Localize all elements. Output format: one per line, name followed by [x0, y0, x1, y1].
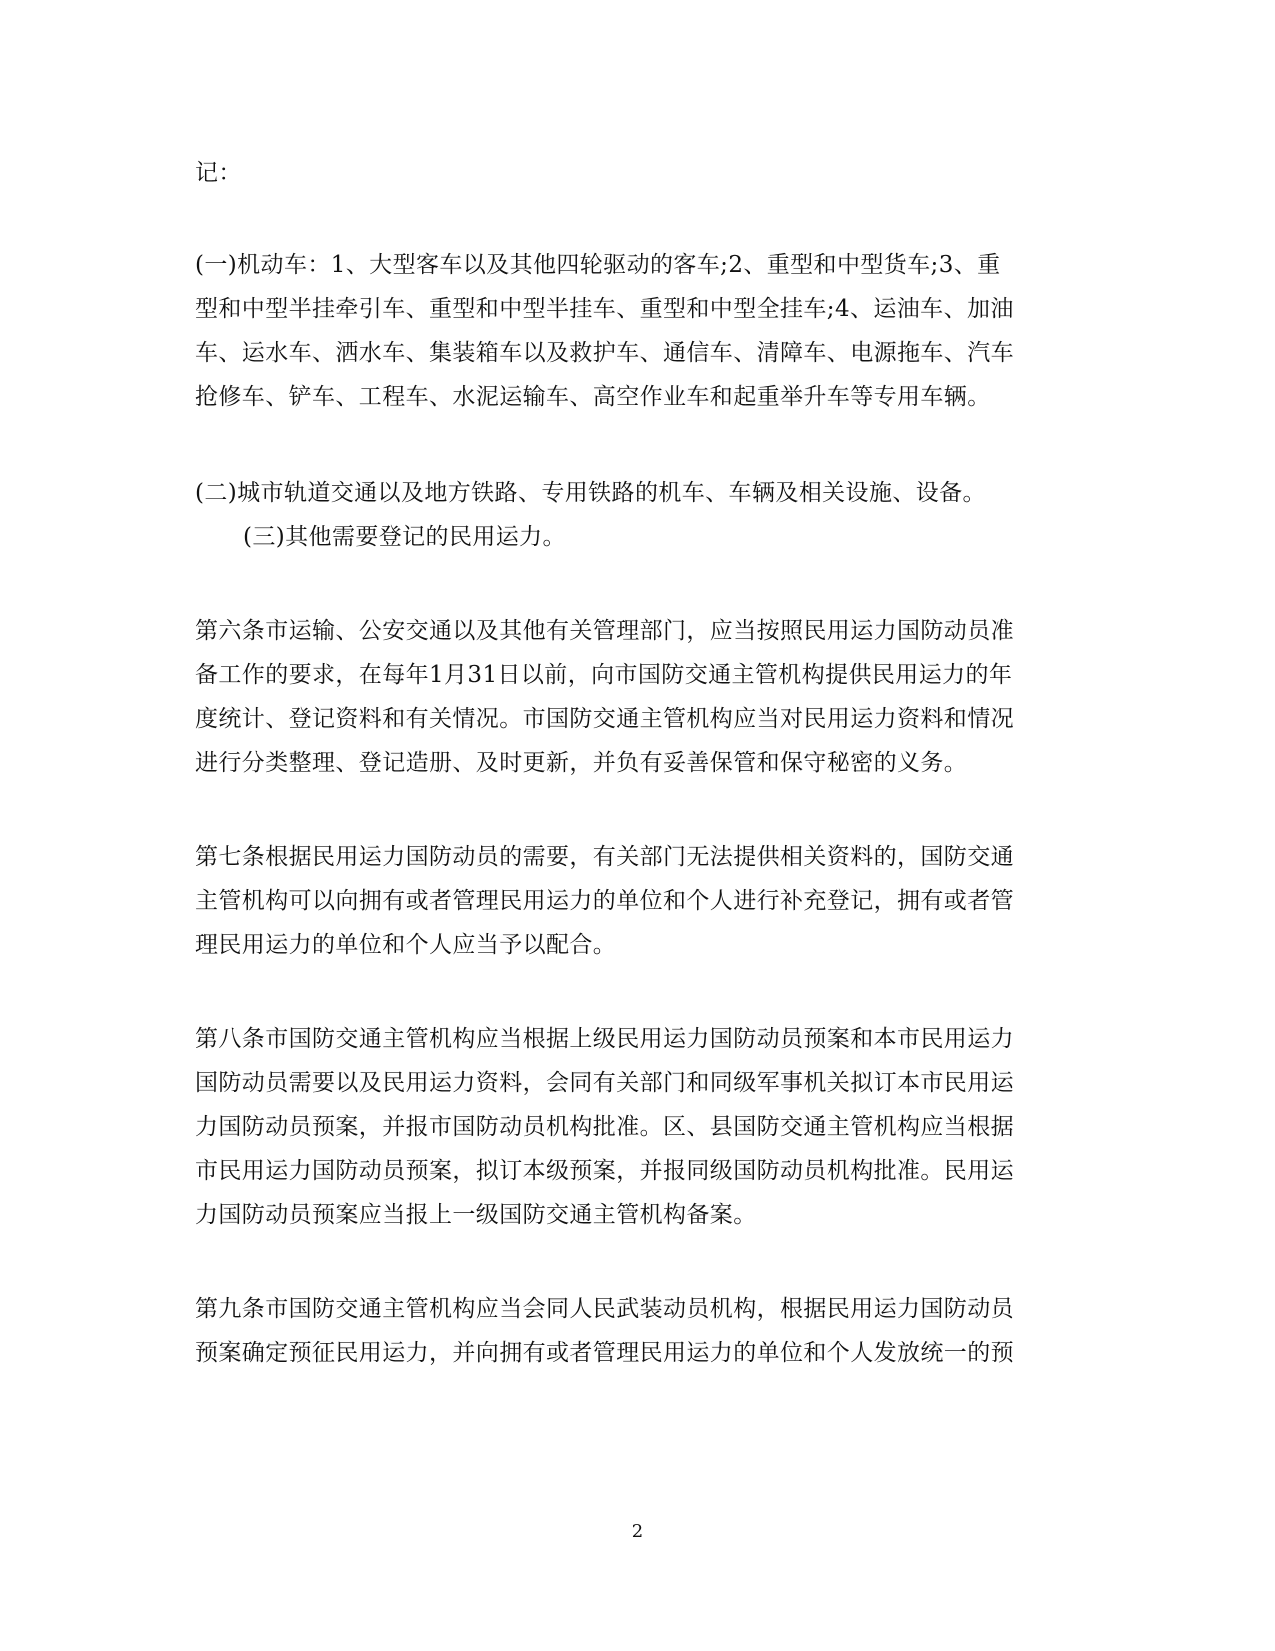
text-line: 车、运水车、洒水车、集装箱车以及救护车、通信车、清障车、电源拖车、汽车 — [195, 340, 1014, 366]
page-number: 2 — [631, 1521, 644, 1542]
text-line: 第六条市运输、公安交通以及其他有关管理部门，应当按照民用运力国防动员准 — [195, 618, 1014, 644]
text-line: 度统计、登记资料和有关情况。市国防交通主管机构应当对民用运力资料和情况 — [195, 706, 1014, 732]
text-line: 记： — [195, 160, 242, 186]
text-line: 备工作的要求，在每年1月31日以前，向市国防交通主管机构提供民用运力的年 — [195, 662, 1013, 688]
text-line: 国防动员需要以及民用运力资料，会同有关部门和同级军事机关拟订本市民用运 — [195, 1070, 1014, 1096]
text-line: (二)城市轨道交通以及地方铁路、专用铁路的机车、车辆及相关设施、设备。 — [195, 480, 986, 506]
text-line: 进行分类整理、登记造册、及时更新，并负有妥善保管和保守秘密的义务。 — [195, 750, 968, 776]
text-line: 第七条根据民用运力国防动员的需要，有关部门无法提供相关资料的，国防交通 — [195, 844, 1014, 870]
text-line: 抢修车、铲车、工程车、水泥运输车、高空作业车和起重举升车等专用车辆。 — [195, 384, 991, 410]
text-line: 型和中型半挂牵引车、重型和中型半挂车、重型和中型全挂车;4、运油车、加油 — [195, 296, 1014, 322]
text-line: 力国防动员预案应当报上一级国防交通主管机构备案。 — [195, 1202, 757, 1228]
text-line: 市民用运力国防动员预案，拟订本级预案，并报同级国防动员机构批准。民用运 — [195, 1158, 1014, 1184]
text-line: 主管机构可以向拥有或者管理民用运力的单位和个人进行补充登记，拥有或者管 — [195, 888, 1014, 914]
text-line: 理民用运力的单位和个人应当予以配合。 — [195, 932, 617, 958]
text-line: (一)机动车：1、大型客车以及其他四轮驱动的客车;2、重型和中型货车;3、重 — [195, 252, 1001, 278]
text-line: 第九条市国防交通主管机构应当会同人民武装动员机构，根据民用运力国防动员 — [195, 1296, 1014, 1322]
text-line: 第八条市国防交通主管机构应当根据上级民用运力国防动员预案和本市民用运力 — [195, 1026, 1014, 1052]
text-line: 预案确定预征民用运力，并向拥有或者管理民用运力的单位和个人发放统一的预 — [195, 1340, 1014, 1366]
text-line: 力国防动员预案，并报市国防动员机构批准。区、县国防交通主管机构应当根据 — [195, 1114, 1014, 1140]
text-line: (三)其他需要登记的民用运力。 — [243, 524, 566, 550]
